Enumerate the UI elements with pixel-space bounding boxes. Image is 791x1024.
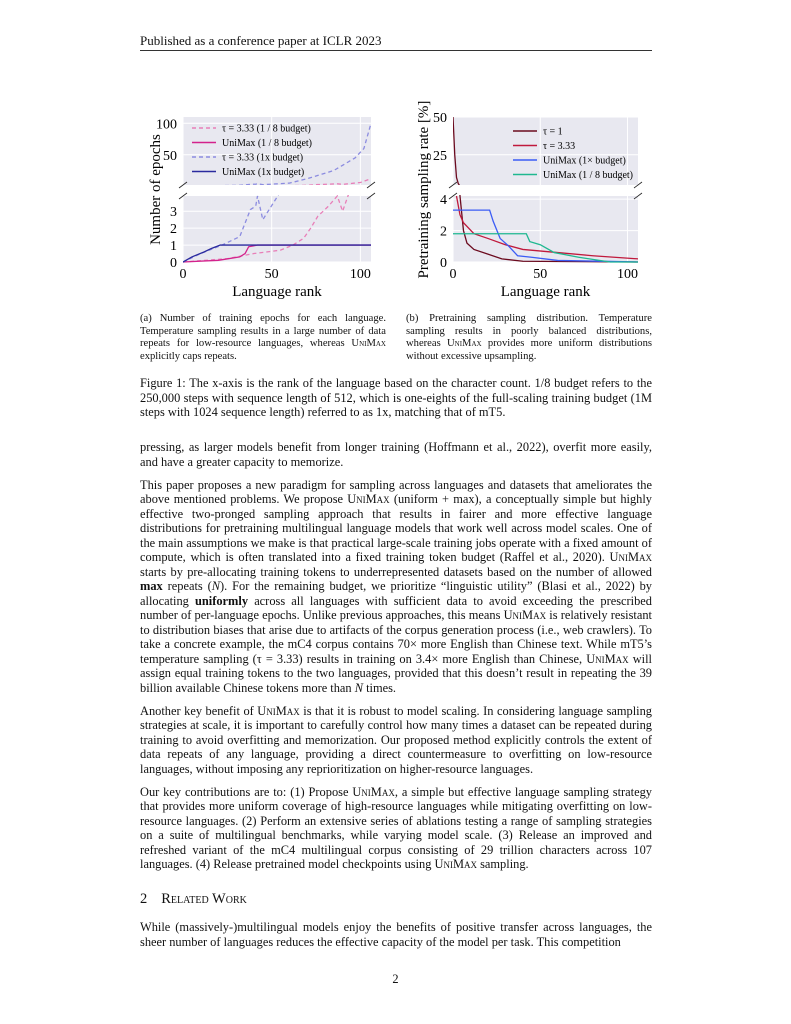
paragraph: Our key contributions are to: (1) Propose UniMax, a simple but effective language sampling strategy that provides more uniform coverage of high-resource languages while mitigating overfitting on low-resource languages. (2) Perform an extensive series of ablations testing a range of sampling strategies on a suite of multilingual benchmarks, while varying model scale. (3) Release an improved and refreshed variant of the mC4 multilingual corpus consisting of 29 trillion characters across 107 languages. (4) Release pretrained model checkpoints using UniMax sampling.	[140, 784, 653, 871]
y-tick-label: 50	[163, 148, 177, 164]
y-tick-label: 50	[433, 111, 447, 126]
running-header: Published as a conference paper at ICLR 2023	[140, 33, 382, 48]
legend-label: UniMax (1x budget)	[222, 167, 305, 178]
legend-label: τ = 3.33 (1x budget)	[222, 152, 304, 164]
legend-label: τ = 3.33 (1 / 8 budget)	[222, 123, 311, 135]
legend-label: UniMax (1 / 8 budget)	[543, 170, 633, 181]
series-line-top-3	[453, 190, 638, 193]
y-tick-label: 100	[156, 117, 177, 133]
legend-label: τ = 1	[543, 126, 563, 138]
section-title: Related Work	[161, 890, 247, 907]
x-tick-label: 0	[449, 267, 457, 282]
x-tick-label: 100	[349, 267, 371, 282]
y-tick-label: 0	[170, 256, 177, 271]
x-tick-label: 0	[179, 267, 187, 282]
legend-label: τ = 3.33	[543, 141, 576, 152]
paragraph: While (massively-)multilingual models enjoy the benefits of positive transfer across languages, the sheer number of languages reduces the effective capacity of the model per task. This competition	[140, 920, 652, 949]
figure-caption: Figure 1: The x-axis is the rank of the language based on the character count. 1/8 budget refers to the 250,000 steps with sequence length of 512, which is one-eights of the full-scaling training budget (1M steps with 1024 sequence length) referred to as 1x, matching that of mT5.	[140, 376, 652, 420]
body-text	[140, 440, 652, 958]
legend-label: UniMax (1× budget)	[543, 155, 626, 167]
paragraph: pressing, as larger models benefit from longer training (Hoffmann et al., 2022), overfit more easily, and have a greater capacity to memorize.	[140, 440, 652, 469]
series-line-top-1	[183, 186, 371, 187]
y-tick-label: 25	[433, 148, 447, 164]
y-tick-label: 0	[440, 256, 447, 271]
subcaption-a: (a) Number of training epochs for each language. Temperature sampling results in a large number of data repeats for low-resource languages, whereas UniMax explicitly caps repeats.	[140, 313, 386, 362]
y-tick-label: 2	[170, 222, 177, 238]
series-line-top-1	[456, 186, 638, 192]
page-number: 2	[392, 972, 399, 986]
section-heading	[140, 892, 652, 907]
paragraph: Another key benefit of UniMax is that it is robust to model scaling. In considering language sampling strategies at scale, it is important to carefully control how many times a dataset can be repeated during training to avoid overfitting and memorization. Our proposed method explicitly controls the extent of data repeats of any language, providing a direct countermeasure to overfitting on low-resource languages, without imposing any reprioritization on higher-resource languages.	[140, 703, 652, 776]
x-axis-label: Language rank	[500, 284, 591, 300]
y-axis-label: Pretraining sampling rate [%]	[416, 100, 432, 279]
x-tick-label: 50	[533, 267, 548, 282]
series-line-top-2	[453, 188, 638, 193]
x-tick-label: 50	[264, 267, 279, 282]
y-axis-label: Number of epochs	[148, 134, 164, 245]
series-line-top-3	[183, 186, 371, 187]
paragraph: This paper proposes a new paradigm for sampling across languages and datasets that ameliorates the above mentioned problems. We propose UniMax (uniform + max), a conceptually simple but highly effective two-pronged sampling approach that results in fairer and more effective language distributions for pretraining multilingual language models that work well across model scales. One of the main assumptions we make is that practical large-scale training jobs operate with a fixed amount of compute, which is often translated into a fixed training token budget (Raffel et al., 2020). UniMax starts by pre-allocating training tokens to underrepresented datasets based on the number of allowed max repeats (N). For the remaining budget, we prioritize “linguistic utility” (Blasi et al., 2022) by allocating uniformly across all languages with sufficient data to avoid exceeding the prescribed number of per-language epochs. Unlike previous approaches, this means UniMax is relatively resistant to distribution biases that arise due to artifacts of the corpus generation process (i.e., web crawlers). To take a concrete example, the mC4 corpus contains 70× more English than Chinese text. While mT5’s temperature sampling (τ = 3.33) results in training on 3.4× more English than Chinese, UniMax will assign equal training tokens to the two languages, provided that this doesn’t result in repeating the 39 billion available Chinese tokens more than N times.	[140, 477, 653, 695]
legend-label: UniMax (1 / 8 budget)	[222, 138, 312, 149]
x-axis-label: Language rank	[232, 284, 322, 300]
chart-a	[179, 95, 375, 262]
x-tick-label: 100	[617, 267, 639, 282]
figure-1-charts	[0, 95, 791, 305]
y-tick-label: 1	[170, 239, 177, 255]
y-tick-label: 3	[170, 205, 177, 221]
plot-background-bottom	[183, 196, 371, 262]
header-rule	[140, 50, 652, 51]
y-tick-label: 2	[440, 224, 447, 240]
y-tick-label: 4	[440, 193, 447, 209]
section-number: 2	[140, 890, 148, 907]
subcaption-b: (b) Pretraining sampling distribution. Temperature sampling results in poorly balanced distributions, whereas UniMax provides more uniform distributions without excessive upsampling.	[406, 313, 652, 362]
